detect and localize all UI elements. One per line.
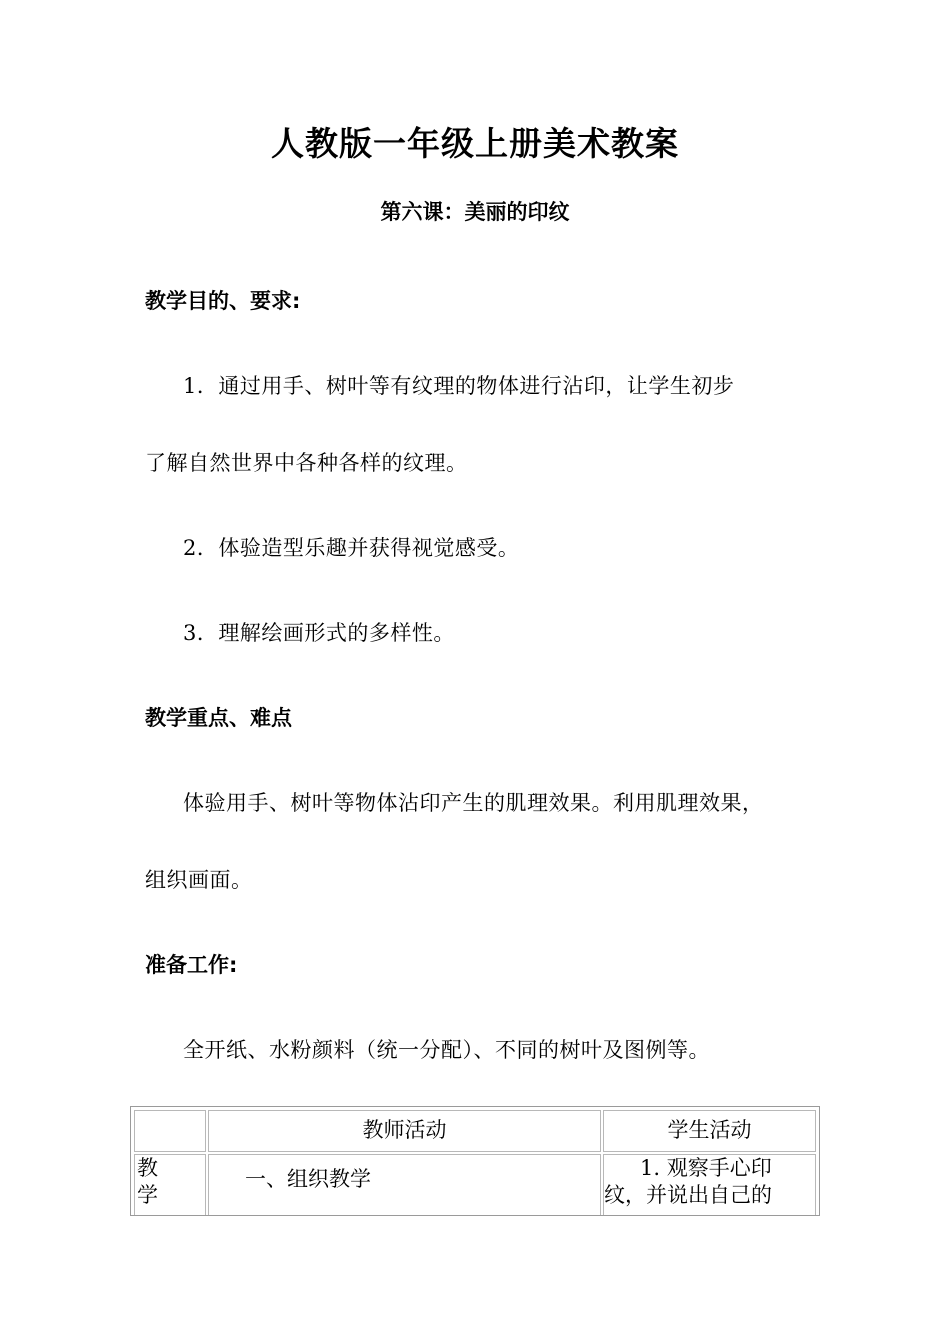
preparation-line-1: 全开纸、水粉颜料（统一分配）、不同的树叶及图例等。 xyxy=(183,1038,710,1062)
student-activity-line-1: 1. 观察手心印 xyxy=(640,1156,772,1180)
table-header-student: 学生活动 xyxy=(603,1110,816,1152)
goal-item-1-line-2: 了解自然世界中各种各样的纹理。 xyxy=(145,451,468,475)
key-points-line-1: 体验用手、树叶等物体沾印产生的肌理效果。利用肌理效果， xyxy=(183,791,764,815)
preparation-heading: 准备工作: xyxy=(145,953,238,977)
table-header-blank xyxy=(134,1110,206,1152)
goal-item-2: 2．体验造型乐趣并获得视觉感受。 xyxy=(183,536,520,560)
table-row-label-cell xyxy=(134,1154,206,1216)
table-teacher-cell xyxy=(208,1154,601,1216)
key-points-heading: 教学重点、难点 xyxy=(145,706,292,730)
student-activity-line-2: 纹，并说出自己的 xyxy=(604,1183,772,1207)
row-label-line-2: 学 xyxy=(137,1183,158,1207)
row-label-line-1: 教 xyxy=(137,1156,158,1180)
teacher-activity-text: 一、组织教学 xyxy=(245,1167,371,1191)
lesson-subtitle: 第六课：美丽的印纹 xyxy=(380,200,570,224)
goal-item-3: 3．理解绘画形式的多样性。 xyxy=(183,621,455,645)
table-header-teacher: 教师活动 xyxy=(208,1110,601,1152)
table-student-cell xyxy=(603,1154,816,1216)
key-points-line-2: 组织画面。 xyxy=(145,868,253,892)
goals-heading: 教学目的、要求: xyxy=(145,289,301,313)
lesson-activity-table xyxy=(130,1106,820,1216)
document-title: 人教版一年级上册美术教案 xyxy=(271,124,679,163)
goal-item-1-line-1: 1．通过用手、树叶等有纹理的物体进行沾印，让学生初步 xyxy=(183,374,735,398)
